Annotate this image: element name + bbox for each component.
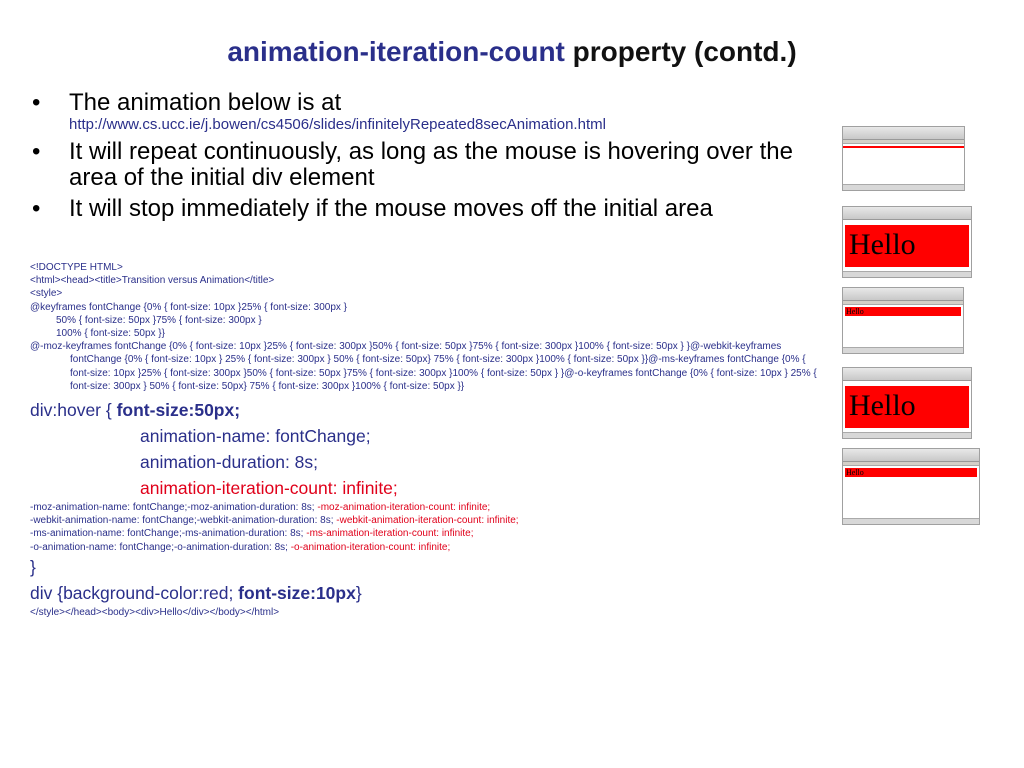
code-part: -o-animation-name: fontChange;-o-animation-duration: 8s; — [30, 541, 291, 553]
screenshot-thumbnail — [842, 206, 972, 278]
browser-toolbar — [843, 127, 964, 140]
screenshot-thumbnail — [842, 287, 964, 354]
code-part-highlight: -o-animation-iteration-count: infinite; — [290, 541, 451, 553]
code-line-hover — [30, 397, 820, 423]
browser-statusbar — [843, 271, 971, 277]
code-part-bold: font-size:10px — [238, 582, 356, 603]
code-line: 50% { font-size: 50px }75% { font-size: 300px } — [56, 314, 262, 326]
code-line: @-moz-keyframes fontChange {0% { font-size: 10px }25% { font-size: 300px }50% { font-size: 50px }75% { font-size: 300px }100% { font-size: 50px } }@-webkit-keyframes fontChange {0% { font-size: 10px } 25% { font-size: 300px } 50% { font-size: 50px} 75% { font-size: 300px }100% { font-size: 50px }}@-ms-keyframes fontChange {0% { font-size: 10px }25% { font-size: 300px }50% { font-size: 50px }75% { font-size: 300px }100% { font-size: 50px } }@-o-keyframes fontChange {0% { font-size: 10px } 25% { font-size: 300px } 50% { font-size: 50px} 75% { font-size: 300px }100% { font-size: 50px }} — [30, 341, 817, 392]
red-div-hello-small: Hello — [845, 468, 977, 477]
bullet-text: The animation below is at — [69, 89, 342, 116]
code-line: animation-name: fontChange; — [140, 426, 371, 447]
red-div-hello-large: Hello — [845, 225, 969, 267]
bullet-item — [32, 90, 822, 134]
code-line-highlight: animation-iteration-count: infinite; — [140, 478, 398, 499]
bullet-dot: • — [32, 89, 41, 116]
code-part: -webkit-animation-name: fontChange;-webkit-animation-duration: 8s; — [30, 515, 337, 527]
slide-title — [0, 34, 1024, 70]
bullet-text: It will repeat continuously, as long as the mouse is hovering over the area of the initial div element — [69, 138, 793, 191]
red-div-hello-large: Hello — [845, 386, 969, 428]
screenshot-thumbnail — [842, 448, 980, 525]
code-part-highlight: -webkit-animation-iteration-count: infinite; — [336, 515, 519, 527]
bullet-list — [32, 90, 822, 227]
browser-addressbar — [843, 301, 963, 305]
code-line-prefixed — [30, 514, 820, 527]
red-div-hello-small: Hello — [845, 307, 961, 316]
demo-link[interactable]: http://www.cs.ucc.ie/j.bowen/cs4506/slides/infinitelyRepeated8secAnimation.html — [69, 116, 606, 133]
code-part: } — [355, 582, 362, 603]
code-line: 100% { font-size: 50px }} — [56, 328, 165, 340]
bullet-item — [32, 139, 822, 191]
code-part: -moz-animation-name: fontChange;-moz-animation-duration: 8s; — [30, 502, 318, 514]
hover-font-size: font-size:50px; — [116, 400, 241, 421]
browser-addressbar — [843, 140, 964, 144]
bullet-item — [32, 196, 822, 222]
browser-toolbar — [843, 368, 971, 381]
code-part-highlight: -ms-animation-iteration-count: infinite; — [306, 528, 474, 540]
browser-addressbar — [843, 462, 979, 466]
bullet-dot: • — [32, 195, 41, 222]
code-line: } — [30, 556, 36, 577]
code-part-highlight: -moz-animation-iteration-count: infinite; — [317, 502, 491, 514]
browser-toolbar — [843, 449, 979, 462]
bullet-dot: • — [32, 138, 41, 165]
title-keyword: animation-iteration-count — [227, 36, 565, 67]
browser-toolbar — [843, 288, 963, 301]
code-part: div {background-color:red; — [30, 582, 239, 603]
bullet-text: It will stop immediately if the mouse moves off the initial area — [69, 195, 713, 222]
code-line-div — [30, 580, 820, 606]
screenshot-thumbnail — [842, 126, 965, 191]
browser-statusbar — [843, 184, 964, 190]
red-div-strip — [843, 146, 964, 148]
code-listing — [30, 261, 820, 619]
browser-toolbar — [843, 207, 971, 220]
browser-statusbar — [843, 432, 971, 438]
code-line-prefixed — [30, 541, 820, 554]
code-line: </style></head><body><div>Hello</div></body></html> — [30, 606, 280, 618]
code-line: <style> — [30, 288, 63, 300]
browser-statusbar — [843, 347, 963, 353]
code-line: @keyframes fontChange {0% { font-size: 10px }25% { font-size: 300px } — [30, 301, 348, 313]
code-line: animation-duration: 8s; — [140, 452, 319, 473]
browser-statusbar — [843, 518, 979, 524]
code-line-prefixed — [30, 501, 820, 514]
code-line: <html><head><title>Transition versus Animation</title> — [30, 275, 275, 287]
screenshot-thumbnail — [842, 367, 972, 439]
code-line-prefixed — [30, 527, 820, 540]
hover-selector: div:hover { — [30, 400, 117, 421]
code-part: -ms-animation-name: fontChange;-ms-animation-duration: 8s; — [30, 528, 307, 540]
title-rest: property (contd.) — [572, 36, 797, 67]
code-line: <!DOCTYPE HTML> — [30, 262, 123, 273]
